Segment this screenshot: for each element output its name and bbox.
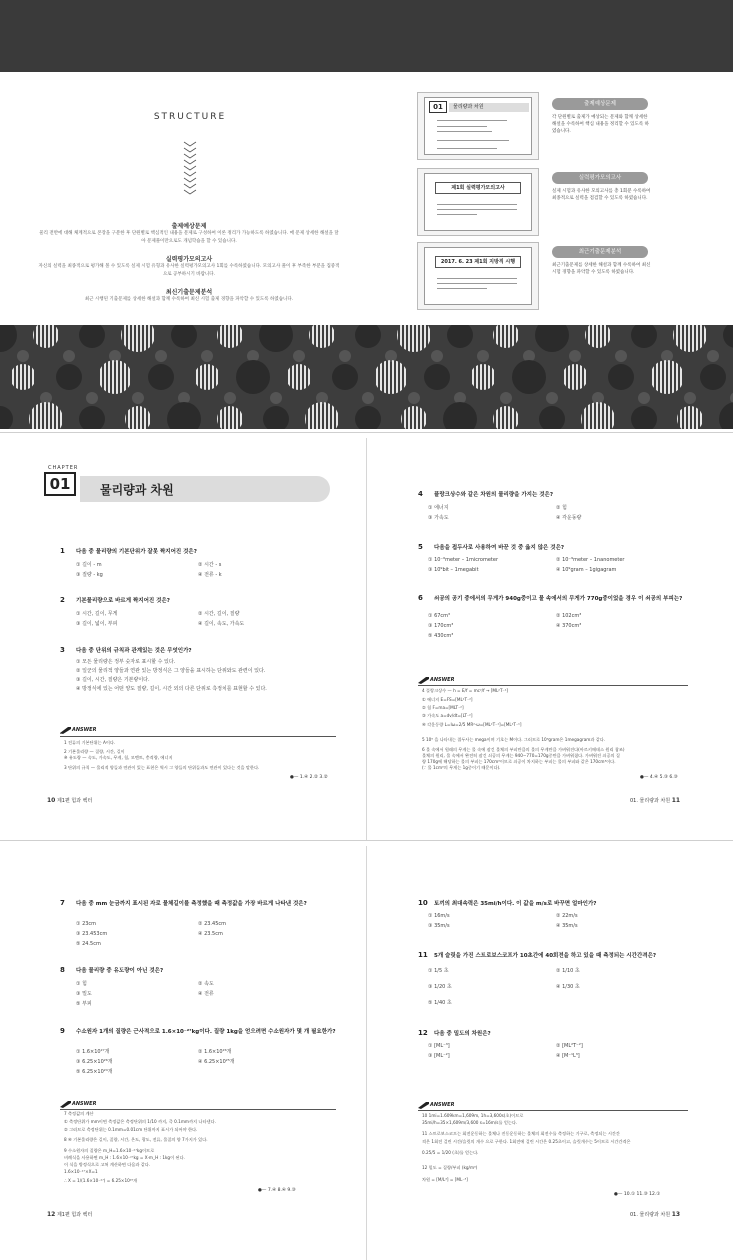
answer-option: ② 1.6×10²⁶개 bbox=[198, 1049, 232, 1055]
answer-option: ⑤ 24.5cm bbox=[76, 941, 101, 947]
answer-option: ① 1.6×10²⁷개 bbox=[76, 1049, 110, 1055]
question-text: 기본물리량으로 바르게 짝지어진 것은? bbox=[76, 598, 170, 604]
badge-label: 실력평가모의고사 bbox=[552, 172, 648, 184]
answer-line: ∴ X = 1/(1.6×10⁻²⁷) = 6.25×10²⁶개 bbox=[64, 1178, 138, 1183]
chevron-down-icon bbox=[170, 140, 210, 197]
question-item bbox=[60, 547, 340, 577]
answer-option: ① 시간, 길이, 무게 bbox=[76, 611, 118, 617]
question-number: 5 bbox=[418, 543, 423, 551]
section-body: 자신의 실력을 최종적으로 평가해 볼 수 있도록 실제 시험 유형과 유사한 실력평가모의고사 1회를 수록하였습니다. 모의고사 풀이 후 부족한 부분을 집중적으로 공부하시기 바랍니다. bbox=[38, 264, 340, 277]
answer-option: ① 길이 - m bbox=[76, 562, 102, 568]
section-heading: 실력평가모의고사 bbox=[165, 256, 213, 263]
answer-option: ① 67cm³ bbox=[428, 613, 451, 619]
page-number: 11 bbox=[671, 797, 681, 804]
answer-line: ① 측정단위가 mm이면 측정값은 측정단위의 1/10 까지, 즉 0.1mm까지 나타낸다. bbox=[64, 1119, 216, 1124]
answer-line: 비례식을 사용하면 m_H : 1.6×10⁻²⁷kg = X·m_H : 1kg이 된다. bbox=[64, 1155, 185, 1160]
page-folio bbox=[630, 797, 680, 804]
question-item bbox=[418, 543, 698, 575]
answer-line: ④ 각운동량 L=Iω=2/5 MR²·ω=[ML²T⁻¹]=[ML²T⁻¹] bbox=[422, 722, 522, 727]
answer-option: ④ 23.5cm bbox=[198, 931, 223, 937]
answer-line: 12 밀도 = 질량/부피 (kg/m³) bbox=[422, 1165, 478, 1170]
answer-option: ② 시간 - s bbox=[198, 562, 222, 568]
answer-option: ④ 각운동량 bbox=[556, 515, 582, 521]
question-text: 토끼의 최대속력은 35mi/h이다. 이 값을 m/s로 바꾸면 얼마인가? bbox=[434, 901, 597, 907]
answer-key: ●— 4.④ 5.③ 6.③ bbox=[640, 775, 678, 780]
answer-line: (∵ 물 1cm³의 무게는 1g중이기 때문이다). bbox=[422, 765, 501, 770]
question-item bbox=[60, 899, 340, 951]
answer-option: ③ 23.453cm bbox=[76, 931, 108, 937]
pencil-icon bbox=[418, 1101, 430, 1109]
answer-line: 2 기본물리량 — 질량, 시간, 길이 bbox=[64, 749, 125, 754]
answer-line: 0.25/5 = 1/20 (초)를 얻는다. bbox=[422, 1150, 479, 1155]
answer-line: ① 에너지 E=FS=[ML²T⁻²] bbox=[422, 697, 473, 702]
folio-text: 제1편 힘과 벡터 bbox=[56, 798, 93, 804]
answer-line: 3 단위의 규칙 — 물리적 양들과 연관이 있는 표현은 역시 그 양들의 단위들과도 연관이 있다는 것을 말한다. bbox=[64, 765, 260, 770]
question-text: 쇠공의 공기 중에서의 무게가 940g중이고 물 속에서의 무게가 770g중이었을 경우 이 쇠공의 부피는? bbox=[434, 596, 683, 602]
question-item bbox=[60, 966, 340, 1010]
answer-option: ④ 370cm³ bbox=[556, 623, 582, 629]
answer-key: ●— 1.④ 2.② 3.② bbox=[290, 775, 328, 780]
decorative-pattern-band bbox=[0, 325, 733, 429]
answer-option: ④ 6.25×10²⁵개 bbox=[198, 1059, 235, 1065]
chapter-number: 01 bbox=[44, 472, 76, 496]
answer-title: ANSWER bbox=[72, 1101, 97, 1107]
answer-key: ●— 7.④ 8.④ 9.③ bbox=[258, 1188, 296, 1193]
section-body: 최근 시행된 기출문제를 상세한 해설과 함께 수록하여 최신 시험 출제 경향을 파악할 수 있도록 하였습니다. bbox=[84, 297, 294, 302]
answer-line: 이 식을 방정식으로 고쳐 계산하면 다음과 같다. bbox=[64, 1162, 151, 1167]
answer-line: 11 스트로보스코프는 회전운동하는 물체나 진동운동하는 물체의 회전수를 측정하는 기구로, 측정되는 시간간 bbox=[422, 1131, 620, 1136]
answer-line: ② 그러므로 측정단위는 0.1mm=0.01cm 단위까지 표시가 되어야 한다. bbox=[64, 1127, 198, 1132]
answer-option: ③ 1/20 초 bbox=[428, 984, 452, 990]
answer-line: 차원 = [M/L³] = [ML⁻³] bbox=[422, 1177, 468, 1182]
answer-option: ⑤ 430cm³ bbox=[428, 633, 454, 639]
chapter-label: CHAPTER bbox=[48, 465, 79, 471]
question-item bbox=[60, 646, 340, 696]
answer-option: ④ 10⁹gram – 1gigagram bbox=[556, 567, 617, 573]
answer-option: ② 10⁻⁹meter – 1nanometer bbox=[556, 557, 625, 563]
question-text: 다음 중 mm 눈금까지 표시된 자로 물체길이를 측정했을 때 측정값을 가장 바르게 나타낸 것은? bbox=[76, 901, 307, 907]
answer-option: ⑤ 부피 bbox=[76, 1001, 92, 1007]
answer-option: ② 1/10 초 bbox=[556, 968, 580, 974]
question-text: 다음 중 단위의 규칙과 관계있는 것은 무엇인가? bbox=[76, 648, 192, 654]
pencil-icon bbox=[418, 676, 430, 684]
page-folio bbox=[47, 1211, 92, 1218]
question-number: 7 bbox=[60, 899, 65, 907]
answer-line: 물체의 원리, 물 속에서 완전히 잠긴 쇠공의 무게는 940−770=170g중만큼 가벼워졌다. 가벼워진 쇠공의 질 bbox=[422, 753, 620, 758]
question-item bbox=[418, 951, 698, 1015]
answer-option: ⑤ 6.25×10²⁴개 bbox=[76, 1069, 113, 1075]
chapter-number-mini: 01 bbox=[429, 101, 447, 113]
folio-text: 제1편 힘과 벡터 bbox=[56, 1212, 93, 1218]
answer-option: ② 23.45cm bbox=[198, 921, 227, 927]
answer-option: ④ [M⁻¹L³] bbox=[556, 1053, 580, 1059]
answer-option: ① 10⁻⁶meter – 1micrometer bbox=[428, 557, 499, 563]
answer-option: ① 힘 bbox=[76, 981, 87, 987]
badge-label: 출제예상문제 bbox=[552, 98, 648, 110]
question-text: 다음 중 물리량의 기본단위가 잘못 짝지어진 것은? bbox=[76, 549, 197, 555]
section-body: 물리 전반에 대해 체계적으로 본장을 구분한 후 단원별로 핵심적인 내용을 문제로 구성하여 이론 정리가 가능하도록 하였습니다. 매 문제 상세한 해설을 달아 문제풀이만으로도 개념학습을 할 수 있습니다. bbox=[39, 231, 339, 244]
structure-title: STRUCTURE bbox=[153, 112, 227, 122]
question-item bbox=[60, 596, 340, 626]
answer-line: ※ 유도량 — 속도, 가속도, 무게, 힘, 모멘트, 충격량, 에너지 bbox=[64, 755, 173, 760]
pencil-icon bbox=[60, 726, 72, 734]
question-number: 6 bbox=[418, 594, 423, 602]
answer-option: ④ 전류 - k bbox=[198, 572, 222, 578]
question-number: 1 bbox=[60, 547, 65, 555]
answer-title: ANSWER bbox=[72, 727, 97, 733]
page-folio bbox=[630, 1211, 680, 1218]
answer-option: ③ 질량 - kg bbox=[76, 572, 103, 578]
answer-option: ① 16m/s bbox=[428, 913, 450, 919]
answer-option: ② [ML²T⁻²] bbox=[556, 1043, 583, 1049]
answer-option: ② 22m/s bbox=[556, 913, 578, 919]
chapter-title: 물리량과 차원 bbox=[100, 483, 174, 497]
page-number: 13 bbox=[671, 1211, 681, 1218]
question-number: 2 bbox=[60, 596, 65, 604]
answer-option: ② 시간, 길이, 질량 bbox=[198, 611, 240, 617]
answer-option: ③ 길이, 넓이, 부피 bbox=[76, 621, 118, 627]
badge-description: 최근기출문제를 상세한 해설과 함께 수록하여 최신 시험 경향을 파악할 수 있도록 하였습니다. bbox=[552, 263, 651, 275]
section-heading: 최신기출문제분석 bbox=[165, 289, 213, 296]
answer-option: ③ 6.25×10²⁶개 bbox=[76, 1059, 113, 1065]
answer-line: 7 측정값의 계산 bbox=[64, 1111, 94, 1116]
pencil-icon bbox=[60, 1100, 72, 1108]
answer-option: ① 23cm bbox=[76, 921, 97, 927]
thumb-header: 2017. 6. 23 제1회 지방직 시행 bbox=[435, 256, 521, 268]
answer-option: ③ 가속도 bbox=[428, 515, 449, 521]
answer-option: ④ 전류 bbox=[198, 991, 214, 997]
question-number: 9 bbox=[60, 1027, 65, 1035]
question-text: 다음을 접두사로 사용하여 바꾼 것 중 옳지 않은 것은? bbox=[434, 545, 565, 551]
question-item bbox=[418, 490, 698, 522]
answer-option: ① [ML⁻³] bbox=[428, 1043, 450, 1049]
answer-option: ④ 35m/s bbox=[556, 923, 578, 929]
answer-option: ① 1/5 초 bbox=[428, 968, 449, 974]
folio-text: 01. 물리량과 차원 bbox=[630, 1212, 671, 1218]
answer-line: 9 수소원자의 질량은 m_H=1.6×10⁻²⁷kg이므로 bbox=[64, 1148, 155, 1153]
answer-option: ③ 170cm³ bbox=[428, 623, 454, 629]
answer-option: ③ 길이, 시간, 질량은 기본량이다. bbox=[76, 677, 150, 683]
answer-line: 35mi/h=35×1,609m/3,600 s=16m/s를 얻는다. bbox=[422, 1120, 518, 1125]
answer-option: ④ 방정식에 있는 어떤 양도 질량, 길이, 시간 외의 다른 단위로 측정치를 표현할 수 있다. bbox=[76, 686, 267, 692]
answer-line: 격은 1회전 걸린 시간/슬릿의 개수 으로 구한다. 1회전에 걸린 시간은 0.25초이고, 슬릿개수는 5이므로 시간간격은 bbox=[422, 1139, 631, 1144]
folio-text: 01. 물리량과 차원 bbox=[630, 798, 671, 804]
question-number: 3 bbox=[60, 646, 65, 654]
structure-page-header-band bbox=[0, 0, 733, 72]
question-number: 12 bbox=[418, 1029, 428, 1037]
answer-line: 6 물 속에서 원래의 무게는 물 속에 잠긴 물체의 부피만큼의 물의 무게만큼 가벼워진다(아르키메데스 원리 참조) bbox=[422, 747, 625, 752]
preview-thumbnail bbox=[417, 92, 539, 160]
thumb-header: 물리량과 차원 bbox=[449, 103, 529, 112]
question-text: 5개 슬릿을 가진 스트로보스코프가 10초간에 40회전을 하고 있을 때 측정되는 시간간격은? bbox=[434, 953, 657, 959]
answer-option: ② 일군의 물리적 양들과 연관 있는 방정식은 그 양들을 표시하는 단위와도 관련이 있다. bbox=[76, 668, 266, 674]
answer-title: ANSWER bbox=[430, 677, 455, 683]
answer-option: ③ 10⁹bit – 1megabit bbox=[428, 567, 479, 573]
answer-option: ① 모든 물리량은 정부 숫자로 표시할 수 있다. bbox=[76, 659, 176, 665]
question-item bbox=[60, 1027, 340, 1079]
question-text: 다음 중 밀도의 차원은? bbox=[434, 1031, 491, 1037]
page-number: 12 bbox=[47, 1211, 56, 1218]
question-item bbox=[418, 594, 698, 644]
badge-description: 각 단원별로 출제가 예상되는 문제와 함께 상세한 해설을 수록하여 핵심 내용을 정리할 수 있도록 하였습니다. bbox=[552, 115, 649, 134]
answer-line: 10 1mi=1.609km=1,609m, 1h=3,600s(초)이므로 bbox=[422, 1113, 524, 1118]
answer-line: 1.6×10⁻²⁷×X=1 bbox=[64, 1169, 98, 1174]
question-number: 11 bbox=[418, 951, 428, 959]
answer-line: 1 전류의 기본단위는 A이다. bbox=[64, 740, 116, 745]
preview-thumbnail bbox=[417, 168, 539, 236]
answer-option: ② 102cm³ bbox=[556, 613, 582, 619]
page-number: 10 bbox=[47, 797, 56, 804]
question-number: 8 bbox=[60, 966, 65, 974]
answer-option: ② 힘 bbox=[556, 505, 567, 511]
badge-description: 실제 시험과 유사한 모의고사를 총 1회분 수록하여 최종적으로 실력을 점검할 수 있도록 하였습니다. bbox=[552, 189, 651, 201]
answer-option: ④ 1/30 초 bbox=[556, 984, 580, 990]
answer-key: ●— 10.① 11.③ 12.① bbox=[614, 1192, 661, 1197]
question-item bbox=[418, 1029, 698, 1063]
answer-option: ④ 길이, 속도, 가속도 bbox=[198, 621, 245, 627]
answer-line: ③ 가속도 a=dv/dt=[LT⁻²] bbox=[422, 713, 473, 718]
section-heading: 출제예상문제 bbox=[171, 223, 207, 230]
question-number: 4 bbox=[418, 490, 423, 498]
answer-line: 4 플랑크상수 — h = E/f = mc²/f → [ML²T⁻¹] bbox=[422, 688, 509, 693]
preview-thumbnail bbox=[417, 242, 539, 310]
answer-line: ② 힘 F=ma=[MLT⁻²] bbox=[422, 705, 464, 710]
answer-option: ③ 밀도 bbox=[76, 991, 92, 997]
badge-label: 최근기출문제분석 bbox=[552, 246, 648, 258]
answer-title: ANSWER bbox=[430, 1102, 455, 1108]
question-text: 다음 물리량 중 유도량이 아닌 것은? bbox=[76, 968, 164, 974]
question-number: 10 bbox=[418, 899, 428, 907]
answer-option: ③ 35m/s bbox=[428, 923, 450, 929]
page-folio bbox=[47, 797, 92, 804]
question-item bbox=[418, 899, 698, 933]
answer-line: 량 170g에 해당하는 물의 부피는 170cm³이므로 쇠공이 차지하는 부피는 물의 부피와 같은 170cm³이다. bbox=[422, 759, 616, 764]
answer-option: ⑤ 1/40 초 bbox=[428, 1000, 452, 1006]
answer-line: 8 ④ 기본물리량은 길이, 질량, 시간, 온도, 광도, 전류, 물질의 양 7가지가 있다. bbox=[64, 1137, 208, 1142]
question-text: 수소원자 1개의 질량은 근사적으로 1.6×10⁻²⁷kg이다. 질량 1kg을 얻으려면 수소원자가 몇 개 필요한가? bbox=[76, 1029, 336, 1035]
answer-option: ① 에너지 bbox=[428, 505, 449, 511]
answer-option: ② 속도 bbox=[198, 981, 214, 987]
answer-line: 5 10⁶ 을 나타내는 접두사는 mega이며 기호는 M이다. 그러므로 10⁶gram은 1megagram과 같다. bbox=[422, 737, 606, 742]
thumb-header: 제1회 실력평가모의고사 bbox=[435, 182, 521, 194]
answer-option: ③ [ML⁻²] bbox=[428, 1053, 450, 1059]
question-text: 플랑크상수와 같은 차원의 물리량을 가지는 것은? bbox=[434, 492, 554, 498]
